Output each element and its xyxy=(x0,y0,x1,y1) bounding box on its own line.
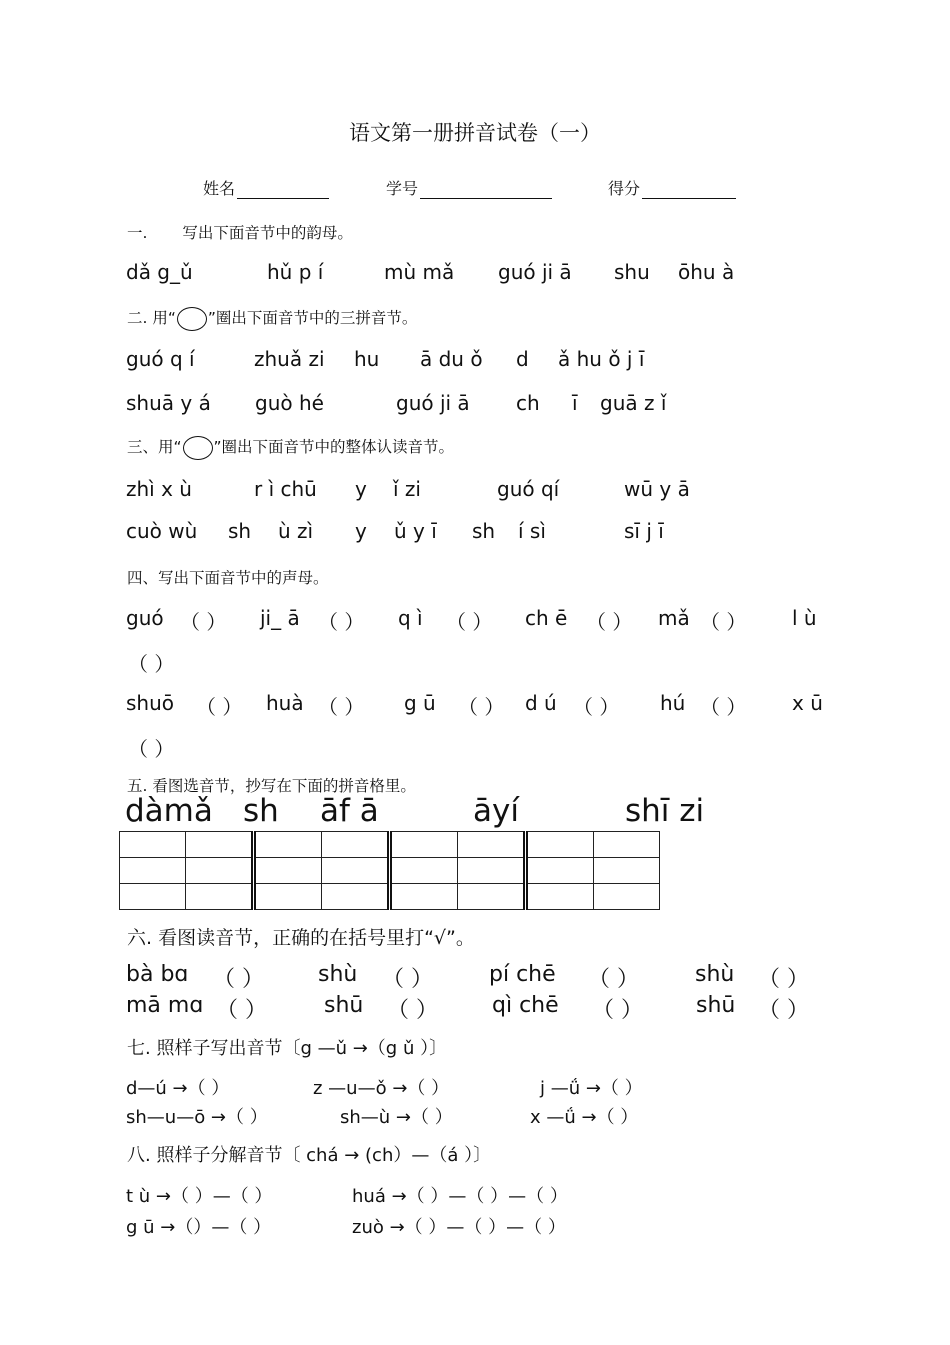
list-item: bà bɑ xyxy=(126,962,189,987)
answer-blank[interactable]: （ ） xyxy=(387,998,438,1023)
page-title: 语文第一册拼音试卷（一） xyxy=(349,121,601,145)
list-item: shū xyxy=(696,993,736,1018)
list-item: guā z ǐ xyxy=(600,391,667,415)
list-item: ōhu à xyxy=(678,260,735,284)
list-item: dàmǎ xyxy=(125,793,213,829)
section-3-row-1 xyxy=(0,477,950,503)
list-item: ǔ y ī xyxy=(394,519,437,543)
list-item: pí chē xyxy=(489,962,556,987)
number-label: 学号 xyxy=(386,179,419,198)
name-blank[interactable] xyxy=(237,180,329,199)
pinyin-writing-grid[interactable] xyxy=(119,831,660,910)
list-item: í sì xyxy=(518,519,546,543)
circle-icon xyxy=(177,307,207,331)
answer-blank[interactable]: （ ） xyxy=(446,610,493,634)
list-item: guó ji ā xyxy=(396,391,470,415)
list-item: d ú xyxy=(525,691,557,715)
list-item: ī xyxy=(572,391,578,415)
list-item: ch xyxy=(516,391,540,415)
list-item[interactable]: x —ǘ →（ ） xyxy=(530,1107,639,1128)
list-item: shū xyxy=(324,993,364,1018)
number-field xyxy=(386,176,552,199)
list-item: hú xyxy=(660,691,686,715)
answer-blank[interactable]: （ ） xyxy=(128,737,175,761)
list-item: zhì x ù xyxy=(126,477,192,501)
list-item: ch ē xyxy=(525,606,568,630)
answer-blank[interactable]: （ ） xyxy=(382,967,433,992)
section-5-words xyxy=(0,793,950,829)
list-item: sh xyxy=(472,519,496,543)
answer-blank[interactable]: （ ） xyxy=(128,652,175,676)
answer-blank[interactable]: （ ） xyxy=(592,998,643,1023)
list-item: mǎ xyxy=(658,606,690,630)
list-item[interactable]: z —u—ǒ →（ ） xyxy=(313,1078,450,1099)
circle-icon xyxy=(183,436,213,460)
list-item: r ì chū xyxy=(254,477,317,501)
list-item: hǔ p í xyxy=(267,260,324,284)
list-item: guó xyxy=(126,606,164,630)
section-1-items xyxy=(0,260,950,286)
list-item[interactable]: g ū →（）—（ ） xyxy=(126,1217,272,1238)
section-4-row-2 xyxy=(0,691,950,717)
list-item: q ì xyxy=(398,606,423,630)
section-3-prompt: 三、用“ ”圈出下面音节中的整体认读音节。 xyxy=(127,435,454,460)
list-item: ǎ hu ǒ j ī xyxy=(558,347,645,371)
section-2-row-1 xyxy=(0,347,950,373)
list-item[interactable]: sh—u—ō →（ ） xyxy=(126,1107,268,1128)
list-item: shù xyxy=(318,962,358,987)
list-item: x ū xyxy=(792,691,823,715)
section-2-prompt: 二. 用“ ”圈出下面音节中的三拼音节。 xyxy=(127,306,417,331)
name-field xyxy=(203,176,329,199)
list-item: āf ā xyxy=(320,793,379,829)
section-1-prompt: 一. 写出下面音节中的韵母。 xyxy=(127,224,353,242)
answer-blank[interactable]: （ ） xyxy=(588,967,639,992)
list-item: hu xyxy=(354,347,380,371)
list-item: ǐ zi xyxy=(393,477,421,501)
section-4-row-1 xyxy=(0,606,950,632)
list-item[interactable]: d—ú →（ ） xyxy=(126,1078,230,1099)
section-5-prompt: 五. 看图选音节，抄写在下面的拼音格里。 xyxy=(127,777,416,795)
answer-blank[interactable]: （ ） xyxy=(318,695,365,719)
list-item: shù xyxy=(695,962,735,987)
section-6-row-2 xyxy=(0,993,950,1021)
section-3-row-2 xyxy=(0,519,950,545)
answer-blank[interactable]: （ ） xyxy=(758,967,809,992)
list-item: sh xyxy=(243,793,279,829)
list-item: sh xyxy=(228,519,252,543)
answer-blank[interactable]: （ ） xyxy=(700,695,747,719)
list-item: shuā y á xyxy=(126,391,211,415)
list-item: g ū xyxy=(404,691,436,715)
answer-blank[interactable]: （ ） xyxy=(196,695,243,719)
section-8-prompt: 八. 照样子分解音节〔 chá → (ch）—（á ）〕 xyxy=(127,1145,492,1166)
section-7-prompt: 七. 照样子写出音节〔g —ǔ →（g ǔ ）〕 xyxy=(127,1038,448,1059)
list-item: ā du ǒ xyxy=(420,347,483,371)
list-item: sī j ī xyxy=(624,519,664,543)
list-item: guò hé xyxy=(255,391,324,415)
number-blank[interactable] xyxy=(420,180,552,199)
list-item: wū y ā xyxy=(624,477,690,501)
list-item: mù mǎ xyxy=(384,260,455,284)
answer-blank[interactable]: （ ） xyxy=(573,695,620,719)
list-item[interactable]: huá →（ ）—（ ）—（ ） xyxy=(352,1186,568,1207)
list-item: d xyxy=(516,347,529,371)
list-item: zhuǎ zi xyxy=(254,347,325,371)
list-item[interactable]: zuò →（ ）—（ ）—（ ） xyxy=(352,1217,566,1238)
list-item: y xyxy=(355,477,367,501)
list-item: ù zì xyxy=(278,519,314,543)
answer-blank[interactable]: （ ） xyxy=(180,610,227,634)
list-item[interactable]: sh—ù →（ ） xyxy=(340,1107,453,1128)
list-item: shu xyxy=(614,260,650,284)
list-item: shī zi xyxy=(625,793,705,829)
answer-blank[interactable]: （ ） xyxy=(700,610,747,634)
section-6-row-1 xyxy=(0,962,950,990)
answer-blank[interactable]: （ ） xyxy=(758,998,809,1023)
answer-blank[interactable]: （ ） xyxy=(586,610,633,634)
section-6-prompt: 六. 看图读音节，正确的在括号里打“√”。 xyxy=(127,927,475,949)
section-8-row-2 xyxy=(0,1213,950,1237)
list-item: y xyxy=(355,519,367,543)
list-item: guó q í xyxy=(126,347,195,371)
section-8-row-1 xyxy=(0,1182,950,1206)
answer-blank[interactable]: （ ） xyxy=(216,998,267,1023)
score-blank[interactable] xyxy=(642,180,736,199)
list-item: dǎ g_ǔ xyxy=(126,260,193,284)
section-2-row-2 xyxy=(0,391,950,417)
list-item: qì chē xyxy=(492,993,559,1018)
list-item: huà xyxy=(266,691,304,715)
answer-blank[interactable]: （ ） xyxy=(213,967,264,992)
answer-blank[interactable]: （ ） xyxy=(318,610,365,634)
list-item[interactable]: j —ǘ →（ ） xyxy=(540,1078,643,1099)
list-item: āyí xyxy=(473,793,519,829)
score-field xyxy=(608,176,736,199)
answer-blank[interactable]: （ ） xyxy=(458,695,505,719)
list-item: guó ji ā xyxy=(498,260,572,284)
list-item: l ù xyxy=(792,606,817,630)
section-4-prompt: 四、写出下面音节中的声母。 xyxy=(127,569,329,587)
score-label: 得分 xyxy=(608,179,641,198)
list-item: guó qí xyxy=(497,477,560,501)
list-item: ji_ ā xyxy=(260,606,300,630)
list-item: cuò wù xyxy=(126,519,198,543)
name-label: 姓名 xyxy=(203,179,236,198)
section-7-row-2 xyxy=(0,1103,950,1127)
list-item: shuō xyxy=(126,691,175,715)
list-item[interactable]: t ù →（ ）—（ ） xyxy=(126,1186,273,1207)
list-item: mā mɑ xyxy=(126,993,204,1018)
section-7-row-1 xyxy=(0,1074,950,1098)
